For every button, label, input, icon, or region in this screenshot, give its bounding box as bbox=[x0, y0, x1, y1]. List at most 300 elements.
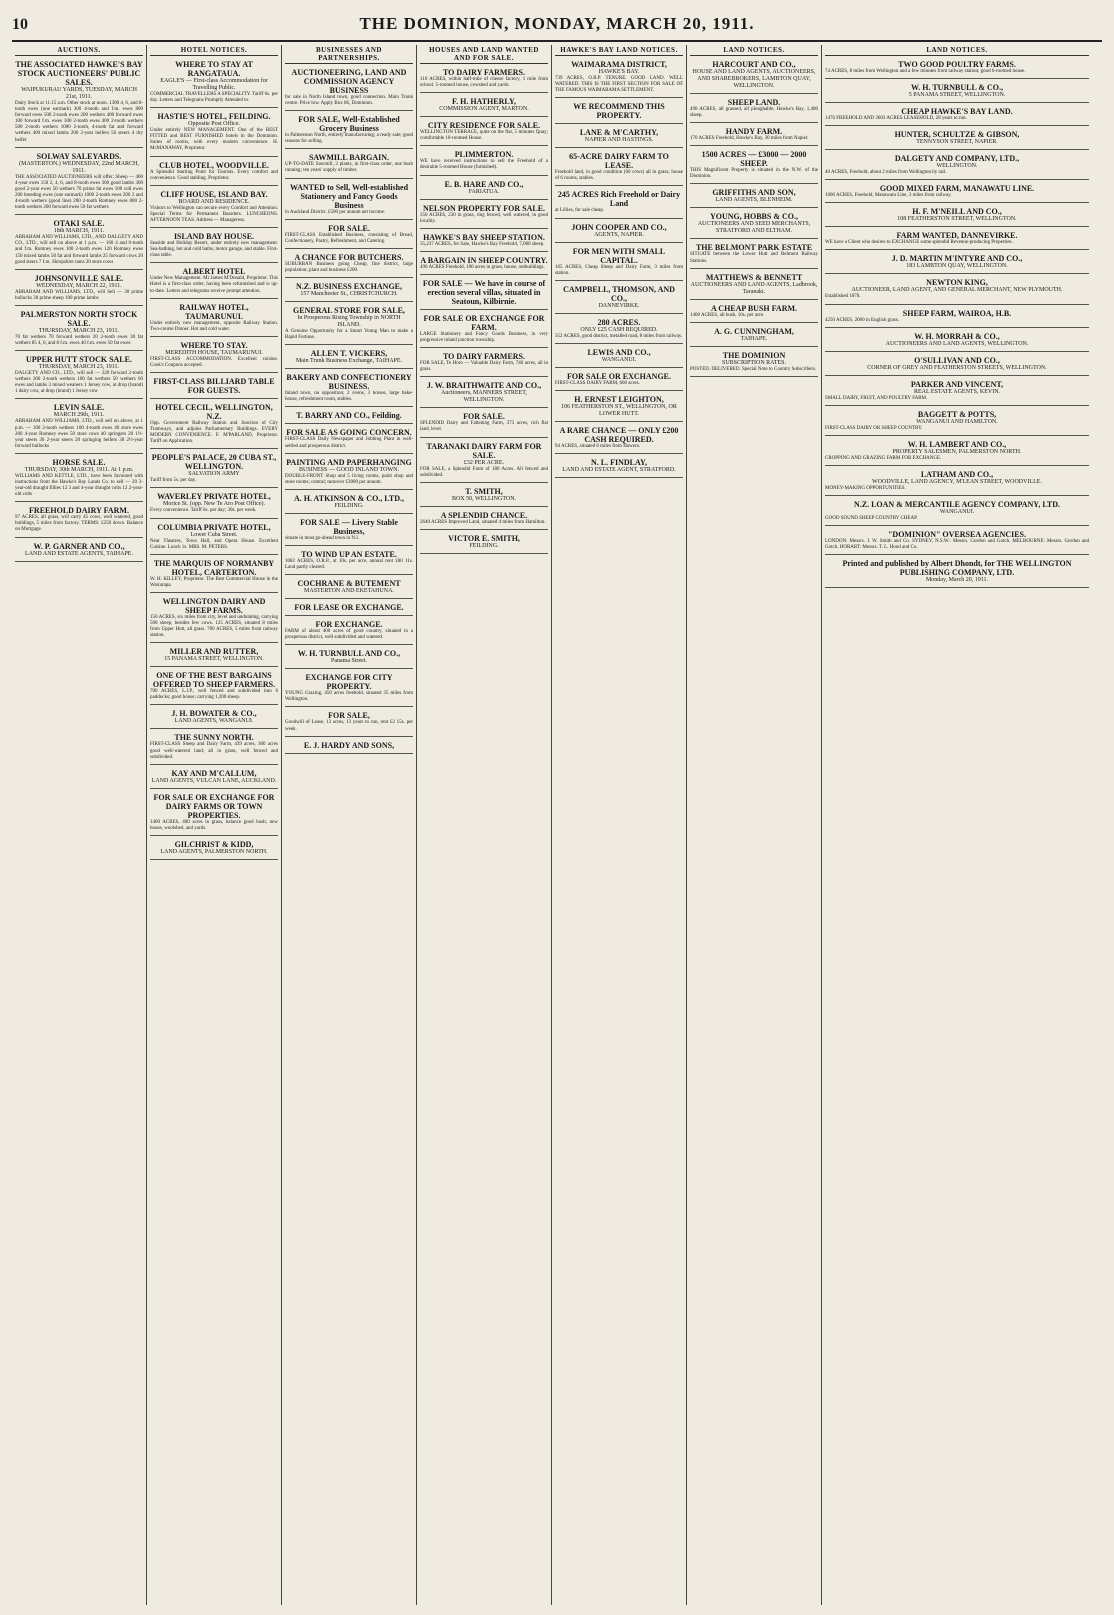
ad-heading: J. W. BRAITHWAITE AND CO., bbox=[426, 381, 542, 391]
ad-heading: JOHN COOPER AND CO., bbox=[571, 222, 667, 232]
ad-subheading: 15 PANAMA STREET, WELLINGTON. bbox=[164, 656, 264, 663]
ad-heading: TO DAIRY FARMERS. bbox=[442, 68, 526, 77]
ad-heading: LEVIN SALE. bbox=[53, 403, 105, 413]
advertisement bbox=[690, 302, 818, 323]
ad-body: Under entirely NEW MANAGEMENT. One of the BEST FITTED and BEST FURNISHED hotels in the Dominion. Suites of rooms, with every modern convenience. H. McMANAWAY, Proprietor. bbox=[150, 128, 278, 152]
advertisement bbox=[285, 516, 413, 546]
ad-body: 170 ACRES Freehold, Hawke's Bay, 30 miles from Napier. bbox=[690, 136, 809, 142]
ad-body: WILLIAMS AND KETTLE, LTD., have been favoured with instructions from the Hawke's Bay Lands Co. to sell — 20 3-year-old draught fillies 12 3 and 4-year draught colts 12 2-year-old colts bbox=[15, 473, 143, 498]
ad-heading: WHERE TO STAY AT RANGATAUA. bbox=[175, 60, 253, 78]
advertisement bbox=[285, 601, 413, 616]
advertisement bbox=[420, 410, 548, 437]
ad-body: ABRAHAM AND WILLIAMS, LTD., AND DALGETY AND CO., LTD., will sell on above at 1 p.m. — 160 4 and 6-tooth and f.m. Romney ewes 100 2-tooth ewes 120 Romney ewes 150 mixed lambs 50 fat and forward lambs 25 forward cows 20 good steers 7 f.m. Shropshire rams 20 store cows bbox=[15, 235, 143, 265]
ad-body: 1476 FREEHOLD AND 3603 ACRES LEASEHOLD, 28 years to run. bbox=[825, 116, 967, 122]
advertisement bbox=[825, 182, 1089, 203]
ad-body: Every convenience. Tariff 6s. per day; 30s. per week. bbox=[150, 508, 257, 514]
ad-body: 97 ACRES, all grass, will carry 45 cows, well watered, good buildings, 5 miles from factory. TERMS: £250 down. Balance on Mortgage. bbox=[15, 515, 143, 533]
ad-body: in Palmerston North, entirely manufacturing; a ready sale; good reasons for selling. bbox=[285, 133, 413, 145]
ad-body: 165 ACRES, Cheap Sheep and Dairy Farm, 3 miles from station. bbox=[555, 264, 683, 276]
advertisement bbox=[420, 254, 548, 275]
ad-body: 1400 ACRES, 400 acres in grass, balance good bush; new house, woolshed, and yards. bbox=[150, 819, 278, 831]
ad-heading: T. BARRY AND CO., Feilding. bbox=[296, 411, 402, 421]
ad-subheading: LAND AGENTS, PALMERSTON NORTH. bbox=[160, 848, 268, 855]
ad-subheading: Monday, March 20, 1911. bbox=[925, 577, 989, 584]
ad-heading: KAY AND M'CALLUM, bbox=[171, 768, 257, 778]
ad-body: COMMERCIAL TRAVELLERS A SPECIALITY. Tariff 6s. per day. Letters and Telegrams Promptly Attended to. bbox=[150, 92, 278, 104]
ad-body: WE have received instructions to sell the Freehold of a desirable 5-roomed House (furnished). bbox=[420, 159, 548, 171]
ad-heading: O'SULLIVAN AND CO., bbox=[914, 355, 1000, 365]
column-auctions bbox=[12, 45, 147, 1605]
ad-body: 1400 ACRES, all bush, 10s. per acre. bbox=[690, 312, 765, 318]
ad-body: UP-TO-DATE Sawmill, 2 plants, in first-class order, one bush running; ten years' supply of timber. bbox=[285, 162, 413, 174]
ad-heading: H. F. M'NEILL AND CO., bbox=[912, 207, 1002, 217]
advertisement bbox=[150, 375, 278, 399]
ad-subheading: MEREDITH HOUSE, TAUMARUNUI. bbox=[165, 349, 263, 356]
ad-subheading: ONLY £25 CASH REQUIRED. bbox=[580, 326, 658, 333]
ad-heading: WHERE TO STAY. bbox=[180, 340, 248, 350]
ad-body: FIRST-CLASS Daily Newspaper and Jobbing Plant in well-settled and prosperous district. bbox=[285, 437, 413, 449]
page-number: 10 bbox=[12, 16, 28, 33]
advertisement bbox=[555, 188, 683, 218]
ad-subheading: Lower Cuba Street. bbox=[190, 531, 238, 538]
ad-body: Inland town, no opposition; 2 ovens, 3 horses, large bake-house, refreshment room, stables. bbox=[285, 391, 413, 403]
ad-heading: FOR SALE, bbox=[328, 711, 370, 721]
ad-subheading: MASTERTON AND EKETAHUNA. bbox=[304, 588, 394, 595]
ad-heading: CAMPBELL, THOMSON, AND CO., bbox=[563, 284, 675, 303]
ad-heading: A BARGAIN IN SHEEP COUNTRY. bbox=[420, 255, 548, 265]
ad-subheading: AUCTIONEER, LAND AGENT, AND GENERAL MERCHANT, NEW PLYMOUTH. bbox=[851, 287, 1063, 294]
ad-subheading: SUBSCRIPTION RATES. bbox=[721, 359, 786, 366]
advertisement bbox=[285, 251, 413, 278]
ad-subheading: COMMISSION AGENT, MARTON. bbox=[439, 106, 529, 113]
advertisement bbox=[285, 577, 413, 599]
column-header: AUCTIONS. bbox=[15, 45, 143, 56]
advertisement bbox=[420, 532, 548, 554]
ad-heading: FOR SALE — We have in course of erection several villas, situated in Seatoun, Kilbirnie. bbox=[422, 278, 546, 306]
ad-body: POSTED. DELIVERED. Special Note to Country Subscribers. bbox=[690, 366, 817, 372]
advertisement bbox=[285, 671, 413, 707]
advertisement bbox=[825, 205, 1089, 227]
advertisement bbox=[420, 440, 548, 483]
ad-heading: SHEEP FARM, WAIROA, H.B. bbox=[902, 308, 1012, 318]
ad-heading: WANTED to Sell, Well-established Stationery and Fancy Goods Business bbox=[289, 182, 409, 210]
ad-subheading: NAPIER AND HASTINGS. bbox=[584, 137, 654, 144]
advertisement bbox=[555, 221, 683, 243]
advertisement bbox=[420, 350, 548, 377]
ad-heading: THE MARQUIS OF NORMANBY HOTEL, CARTERTON. bbox=[153, 558, 275, 577]
advertisement bbox=[420, 95, 548, 117]
ad-heading: FOR SALE, Well-Established Grocery Business bbox=[298, 115, 400, 134]
advertisement bbox=[555, 58, 683, 98]
ad-subheading: AUCTIONEERS AND LAND AGENTS, WELLINGTON. bbox=[885, 340, 1029, 347]
ad-heading: E. B. HARE AND CO., bbox=[444, 179, 524, 189]
advertisement bbox=[150, 339, 278, 373]
ad-heading: FIRST-CLASS BILLIARD TABLE FOR GUESTS. bbox=[153, 376, 275, 395]
ad-subheading: FEILDING. bbox=[469, 542, 499, 549]
advertisement bbox=[555, 150, 683, 186]
ad-subheading: 106 FEATHERSTON ST., WELLINGTON, OR LOWER HUTT. bbox=[561, 403, 677, 417]
advertisement bbox=[420, 202, 548, 229]
ad-heading: FOR SALE. bbox=[463, 412, 505, 422]
ad-heading: W. P. GARNER AND CO., bbox=[33, 541, 125, 551]
ad-body: SUBURBAN Business going Cheap, fine district, large population; plant and business £200. bbox=[285, 261, 413, 273]
ad-heading: TWO GOOD POULTRY FARMS. bbox=[898, 60, 1016, 69]
ad-heading: THE ASSOCIATED HAWKE'S BAY STOCK AUCTIONEERS' PUBLIC SALES. bbox=[15, 60, 143, 87]
ad-heading: HOTEL CECIL, WELLINGTON, N.Z. bbox=[155, 402, 273, 421]
ad-heading: GENERAL STORE FOR SALE, bbox=[293, 306, 405, 316]
ad-body: 74 ACRES, 8 miles from Wellington and a few minutes from railway station; good 6-roomed house. bbox=[825, 69, 1026, 74]
ad-body: 110 ACRES, within half-mile of cheese factory, 1 mile from school. 5-roomed house, cowshed and yards. bbox=[420, 77, 548, 89]
advertisement bbox=[690, 186, 818, 208]
ad-heading: BAKERY AND CONFECTIONERY BUSINESS. bbox=[286, 373, 412, 392]
ad-heading: SOLWAY SALEYARDS. bbox=[36, 151, 122, 161]
ad-body: FIRST-CLASS DAIRY OR SHEEP COUNTRY. bbox=[825, 425, 923, 431]
ad-heading: A SPLENDID CHANCE. bbox=[440, 510, 528, 520]
ad-subheading: AUCTIONEERS AND LAND AGENTS, Ladbrook, Taranaki. bbox=[690, 281, 818, 295]
ad-body: 2640 ACRES Improved Land, situated 4 miles from Hamilton. bbox=[420, 519, 546, 525]
advertisement bbox=[150, 451, 278, 488]
advertisement bbox=[555, 100, 683, 124]
column-land-notices-1 bbox=[687, 45, 822, 1605]
ad-body: Visitors to Wellington can secure every Comfort and Attention. Special Terms for Permanent Boarders. LUNCHEONS. AFTERNOON TEAS. Address — Manageress. bbox=[150, 205, 278, 223]
advertisement bbox=[555, 370, 683, 391]
ad-subheading: HAWKE'S BAY. bbox=[598, 69, 640, 75]
ad-heading: A. H. ATKINSON & CO., LTD., bbox=[293, 493, 405, 503]
advertisement bbox=[285, 304, 413, 345]
ad-heading: A. G. CUNNINGHAM, bbox=[714, 326, 794, 336]
ad-body: 1082 ACRES, O.R.P., at 10s. per acre, annual rent £80 11s. Land partly cleared. bbox=[285, 558, 413, 570]
advertisement bbox=[15, 58, 143, 148]
ad-heading: HORSE SALE. bbox=[52, 457, 106, 467]
advertisement bbox=[285, 222, 413, 249]
column-land-notices-2 bbox=[822, 45, 1092, 1605]
ad-heading: PALMERSTON NORTH STOCK SALE. bbox=[20, 309, 138, 328]
ad-body: ABRAHAM AND WILLIAMS, LTD., will sell on above, at 1 p.m. — 100 2-tooth wethers 100 4-tooth ewes 40 store ewes 200 4-year Romney ewes 50 store cows 40 springers 20 1½-year steers 30 2-year steers 20 springing heifers 30 2½-year forward bullocks bbox=[15, 419, 143, 449]
advertisement bbox=[555, 456, 683, 478]
ad-heading: ISLAND BAY HOUSE. bbox=[173, 232, 255, 242]
ad-subheading: THURSDAY, MARCH 23, 1911. bbox=[38, 327, 120, 334]
ad-heading: W. H. MORRAH & CO., bbox=[914, 331, 1000, 341]
ad-subheading: WANGANUI. bbox=[601, 356, 637, 363]
ad-body: 150 ACRES, six miles from city, level and undulating, carrying 500 sheep, besides few cows. 125 ACRES, situated 8 miles from Upper Hutt, all grass. 700 ACRES, 5 miles from railway station. bbox=[150, 614, 278, 639]
ad-subheading: TENNYSON STREET, NAPIER. bbox=[916, 139, 998, 146]
ad-body: Opp. Government Railway Station and Junction of City Tramways, and adjoins Parliamentary Buildings. EVERY MODERN CONVENIENCE. F. M'PARLAND, Proprietor. Tariff on Application. bbox=[150, 420, 278, 445]
ad-body: Dairy Stock at 11.15 a.m. Other stock at noon. 1300 4, 6, and 8-tooth ewes (one earmark) 300 4-tooth and f.m. ewes 800 forward ewes 500 2-tooth ewes 200 wethers 400 forward ewes 100 forward f.m. ewes 300 2-tooth ewes 400 2-tooth wethers 500 2-tooth wethers 1000 2-tooth, 4-tooth fat and forward wethers 400 mixed lambs 200 2-year heifers 50 steers 4 dry heifer bbox=[15, 101, 143, 143]
ad-body: FIRST-CLASS Established Business, consisting of Bread, Confectionery, Pastry, Refreshment, and Catering. bbox=[285, 232, 413, 244]
advertisement bbox=[690, 210, 818, 239]
ad-subheading: BOARD AND RESIDENCE. bbox=[178, 198, 250, 205]
ad-body: WELLINGTON TERRACE, quite on the flat, 5 minutes Quay; comfortable 10-roomed House. bbox=[420, 130, 548, 142]
column-hotel-notices bbox=[147, 45, 282, 1605]
ad-subheading: DANNEVIRKE. bbox=[598, 302, 640, 309]
ad-heading: PLIMMERTON. bbox=[454, 150, 514, 160]
ad-subheading: In Prosperous Rising Township in NORTH ISLAND. bbox=[297, 315, 401, 329]
ad-heading: FOR MEN WITH SMALL CAPITAL. bbox=[572, 246, 666, 265]
ad-subheading: AUCTIONEERS AND SEED MERCHANTS, STRATFORD AND ELTHAM. bbox=[697, 221, 811, 235]
columns bbox=[12, 45, 1102, 1605]
advertisement bbox=[555, 316, 683, 344]
ad-heading: "DOMINION" OVERSEA AGENCIES. bbox=[887, 530, 1027, 540]
ad-heading: WE RECOMMEND THIS PROPERTY. bbox=[573, 102, 665, 121]
advertisement bbox=[825, 557, 1089, 588]
advertisement bbox=[420, 231, 548, 252]
ad-subheading: Panama Street. bbox=[331, 658, 367, 665]
advertisement bbox=[825, 354, 1089, 376]
ad-subheading: PROPERTY SALESMEN, PALMERSTON NORTH. bbox=[892, 448, 1022, 455]
advertisement bbox=[15, 217, 143, 269]
ad-heading: FREEHOLD DAIRY FARM. bbox=[29, 506, 129, 516]
ad-heading: JOHNSONVILLE SALE. bbox=[34, 273, 124, 283]
ad-body: Tariff from 5s. per day. bbox=[150, 478, 197, 484]
ad-heading: 245 ACRES Rich Freehold or Dairy Land bbox=[557, 190, 681, 209]
ad-body: FOR SALE, Te Horo — Valuable Dairy Farm, 740 acres, all in grass. bbox=[420, 361, 548, 373]
ad-subheading: THURSDAY, MARCH 23, 1911. bbox=[38, 364, 120, 371]
column-hawkes-bay bbox=[552, 45, 687, 1605]
ad-heading: FOR EXCHANGE. bbox=[315, 620, 383, 630]
ad-subheading: SALVATION ARMY bbox=[188, 471, 240, 478]
ad-heading: ALLEN T. VICKERS, bbox=[310, 349, 388, 359]
ad-body: THE ASSOCIATED AUCTIONEERS will offer: Sheep — 400 4-year ewes 150 2, 4, 6, and 8-tooth ewes 300 good lambs 300 good 2-year ewes 50 wethers 70 prime fat ewes 100 cull ewes 200 breeding ewes (one earmark) 1000 2-tooth ewes 200 2 and 4-tooth wethers (good line) 200 2-tooth Romney ewes 800 2-tooth wethers 200 forward ewes 50 fat wethers bbox=[15, 174, 143, 211]
advertisement bbox=[690, 148, 818, 184]
ad-subheading: WANGANUI AND HAMILTON. bbox=[916, 418, 998, 425]
ad-heading: A RARE CHANCE — ONLY £200 CASH REQUIRED. bbox=[559, 425, 679, 444]
ad-subheading: LAND AGENTS, BLENHEIM. bbox=[715, 197, 793, 204]
ad-heading: RAILWAY HOTEL, TAUMARUNUI. bbox=[179, 302, 249, 321]
advertisement bbox=[690, 349, 818, 377]
advertisement bbox=[555, 245, 683, 281]
advertisement bbox=[285, 709, 413, 736]
advertisement bbox=[420, 66, 548, 93]
advertisement bbox=[555, 126, 683, 148]
ad-heading: HANDY FARM. bbox=[725, 127, 783, 137]
advertisement bbox=[150, 791, 278, 836]
ad-heading: TO DAIRY FARMERS. bbox=[442, 352, 526, 362]
advertisement bbox=[150, 490, 278, 518]
advertisement bbox=[690, 58, 818, 94]
advertisement bbox=[285, 618, 413, 645]
ad-body: Seaside and Holiday Resort, under entirely new management. Sea-bathing, hot and cold baths, motor garage, and stable. First-class table. bbox=[150, 241, 278, 259]
ad-body: Freehold land, in good condition (60 cows) all in grass; house of 6 rooms, stables. bbox=[555, 170, 683, 182]
advertisement bbox=[150, 401, 278, 449]
column-header: HAWKE'S BAY LAND NOTICES. bbox=[555, 45, 683, 56]
advertisement bbox=[15, 272, 143, 306]
ad-body: FOR SALE, a Splendid Farm of 180 Acres. All fenced and subdivided. bbox=[420, 466, 548, 478]
advertisement bbox=[825, 81, 1089, 103]
advertisement bbox=[555, 424, 683, 454]
ad-heading: WAIMARAMA DISTRICT, bbox=[571, 60, 667, 69]
ad-heading: 280 ACRES. bbox=[597, 317, 641, 327]
ad-subheading: 183 LAMBTON QUAY, WELLINGTON. bbox=[906, 263, 1008, 270]
column-header: LAND NOTICES. bbox=[825, 45, 1089, 56]
ad-heading: GOOD MIXED FARM, MANAWATU LINE. bbox=[879, 184, 1035, 194]
advertisement bbox=[825, 152, 1089, 180]
ad-body: Established 1870. bbox=[825, 294, 861, 300]
ad-body: A Genuine Opportunity for a Smart Young Man to make a Rapid Fortune. bbox=[285, 329, 413, 341]
ad-subheading: FEILDING. bbox=[334, 502, 364, 509]
advertisement bbox=[150, 159, 278, 186]
ad-heading: THE DOMINION bbox=[722, 350, 786, 360]
ad-subheading: REAL ESTATE AGENTS, KEVIN. bbox=[913, 388, 1001, 395]
advertisement bbox=[825, 528, 1089, 555]
ad-body: SMALL DAIRY, FRUIT, AND POULTRY FARM. bbox=[825, 395, 928, 401]
ad-subheading: Auctioneers, MANNERS STREET, WELLINGTON. bbox=[441, 390, 527, 404]
ad-heading: N.Z. BUSINESS EXCHANGE, bbox=[295, 282, 403, 292]
advertisement bbox=[420, 509, 548, 530]
advertisement bbox=[285, 426, 413, 453]
ad-body: WE have a Client who desires to EXCHANGE some splendid Revenue-producing Properties. bbox=[825, 240, 1013, 246]
ad-body: YOUNG Grazing, 450 acres freehold, situated 35 miles from Wellington. bbox=[285, 691, 413, 703]
ad-body: 94 ACRES, situated 6 miles from Hawera. bbox=[555, 443, 640, 449]
ad-body: FARM of about 400 acres of good country, situated in a prosperous district, well subdivided and watered. bbox=[285, 629, 413, 641]
ad-body: GOOD SOUND SHEEP COUNTRY CHEAP. bbox=[825, 516, 918, 522]
ad-subheading: 108 FEATHERSTON STREET, WELLINGTON. bbox=[897, 216, 1017, 223]
advertisement bbox=[825, 498, 1089, 526]
advertisement bbox=[420, 312, 548, 348]
ad-heading: MILLER AND RUTTER, bbox=[169, 647, 259, 657]
advertisement bbox=[690, 241, 818, 268]
advertisement bbox=[420, 379, 548, 408]
ad-heading: W. H. LAMBERT AND CO., bbox=[907, 439, 1007, 449]
ad-body: 350 ACRES, 230 in grass, ring fenced, well watered, in good locality. bbox=[420, 212, 548, 224]
advertisement bbox=[150, 58, 278, 108]
advertisement bbox=[150, 557, 278, 593]
advertisement bbox=[420, 148, 548, 175]
ad-subheading: WAIPUKURAU YARDS, TUESDAY, MARCH 21st, 1911. bbox=[21, 87, 137, 100]
ad-heading: DALGETY AND COMPANY, LTD., bbox=[894, 154, 1020, 164]
ad-body: FIRST-CLASS ACCOMMODATION. Excellent cuisine. Cook's Coupons accepted. bbox=[150, 356, 278, 368]
ad-body: ABRAHAM AND WILLIAMS, LTD., will Sell — 30 prime bullocks 30 prime sheep 100 prime lambs bbox=[15, 289, 143, 301]
advertisement bbox=[285, 647, 413, 669]
advertisement bbox=[150, 838, 278, 860]
advertisement bbox=[420, 178, 548, 200]
advertisement bbox=[825, 229, 1089, 250]
advertisement bbox=[825, 378, 1089, 406]
advertisement bbox=[420, 277, 548, 310]
ad-body: 490 ACRES, all grassed, all ploughable, Hawke's Bay, 1,400 sheep. bbox=[690, 107, 818, 119]
advertisement bbox=[285, 113, 413, 149]
ad-body: 700 ACRES, L.I.P., well fenced and subdivided into 6 paddocks; good house; carrying 1,200 sheep. bbox=[150, 689, 278, 701]
ad-subheading: LAND AND ESTATE AGENT, STRATFORD. bbox=[562, 467, 676, 474]
ad-subheading: TAIHAPE. bbox=[740, 335, 768, 342]
advertisement bbox=[825, 468, 1089, 496]
advertisement bbox=[555, 346, 683, 368]
advertisement bbox=[150, 707, 278, 729]
ad-body: Under entirely new management, opposite Railway Station. Two-course Dinner. Hot and cold water. bbox=[150, 320, 278, 332]
advertisement bbox=[150, 230, 278, 263]
ad-body: at Lillies, for sale cheap. bbox=[555, 208, 605, 214]
advertisement bbox=[825, 105, 1089, 126]
ad-subheading: (MASTERTON.) WEDNESDAY, 22nd MARCH, 1911. bbox=[19, 160, 139, 174]
ad-heading: MATTHEWS & BENNETT bbox=[705, 272, 803, 282]
ad-heading: UPPER HUTT STOCK SALE. bbox=[26, 355, 132, 365]
ad-subheading: WOODVILLE, LAND AGENCY, M'LEAN STREET, WOODVILLE. bbox=[872, 478, 1042, 485]
ad-body: CROPPING AND GRAZING FARM FOR EXCHANGE. bbox=[825, 455, 942, 461]
newspaper-title: THE DOMINION, MONDAY, MARCH 20, 1911. bbox=[359, 14, 755, 33]
ad-body: THIS Magnificent Property is situated in the N.W. of the Dominion. bbox=[690, 168, 818, 180]
ad-heading: FOR SALE OR EXCHANGE FOR FARM. bbox=[423, 313, 545, 332]
ad-heading: W. H. TURNBULL & CO., bbox=[910, 83, 1004, 93]
ad-body: DALGETY AND CO., LTD., will sell — 320 forward 2-tooth wethers 300 2-tooth wethers 100 fat wethers 50 wethers 60 ewes and lambs 3 mixed weaners 1 Jersey cow, at drop (brand) 1 dairy cow, at drop (brand) 1 Jersey cow bbox=[15, 371, 143, 395]
advertisement bbox=[285, 409, 413, 424]
ad-heading: J. H. BOWATER & CO., bbox=[171, 709, 257, 719]
ad-heading: FOR SALE OR EXCHANGE. bbox=[566, 371, 671, 381]
ad-heading: HASTIE'S HOTEL, FEILDING. bbox=[157, 112, 271, 122]
ad-heading: FOR SALE OR EXCHANGE FOR DAIRY FARMS OR TOWN PROPERTIES. bbox=[153, 792, 275, 820]
advertisement bbox=[15, 540, 143, 562]
ad-heading: FARM WANTED, DANNEVIRKE. bbox=[896, 231, 1018, 241]
advertisement bbox=[150, 645, 278, 667]
ad-heading: 1500 ACRES — £3000 — 2000 SHEEP. bbox=[701, 150, 807, 169]
ad-body: 1000 ACRES, Freehold, Manawatu Line, 3 miles from railway. bbox=[825, 193, 952, 199]
advertisement bbox=[285, 456, 413, 490]
advertisement bbox=[15, 308, 143, 351]
ad-heading: FOR SALE AS GOING CONCERN. bbox=[286, 428, 412, 438]
ad-body: LARGE Stationery and Fancy Goods Business, in very progressive inland junction township. bbox=[420, 331, 548, 344]
ad-heading: PARKER AND VINCENT, bbox=[910, 379, 1004, 389]
advertisement bbox=[15, 504, 143, 537]
advertisement bbox=[150, 521, 278, 555]
ad-heading: Printed and published by Albert Dhondt, for THE WELLINGTON PUBLISHING COMPANY, LTD. bbox=[842, 559, 1072, 578]
ad-subheading: 5 PANAMA STREET, WELLINGTON. bbox=[908, 92, 1006, 99]
advertisement bbox=[555, 283, 683, 314]
ad-heading: LEWIS AND CO., bbox=[587, 347, 651, 357]
ad-body: W. H. KILLEY, Proprietor. The Best Commercial House in the Wairarapa. bbox=[150, 576, 278, 588]
column-header: BUSINESSES AND PARTNERSHIPS. bbox=[285, 45, 413, 64]
ad-subheading: BUSINESS — GOOD INLAND TOWN. bbox=[299, 466, 399, 473]
ad-heading: E. J. HARDY AND SONS, bbox=[303, 740, 395, 750]
ad-heading: ALBERT HOTEL bbox=[182, 267, 246, 277]
column-houses-land bbox=[417, 45, 552, 1605]
advertisement bbox=[690, 125, 818, 146]
ad-body: 35,237 ACRES, for Sale, Hawke's Bay Freehold, 7,000 sheep. bbox=[420, 241, 545, 247]
ad-body: 739 ACRES, O.R.P. TENURE. GOOD LAND. WELL WATERED. THIS IS THE FIRST SECTION FOR SALE OF THE FAMOUS WAIMARAMA SETTLEMENT. bbox=[555, 76, 683, 94]
ad-body: FIRST-CLASS Sheep and Dairy Farm, 439 acres, 300 acres good well-watered land; all in grass, well fenced and subdivided. bbox=[150, 742, 278, 760]
advertisement bbox=[150, 110, 278, 156]
ad-body: 4250 ACRES, 2000 in English grass. bbox=[825, 317, 900, 323]
ad-body: 70 fat wethers 70 forward wethers 20 2-tooth ewes 30 fat wethers 85 4, 6, and 8 f.m. ewes 40 f.m. ewes 50 fat ewes bbox=[15, 334, 143, 346]
advertisement bbox=[285, 280, 413, 302]
ad-heading: BAGGETT & POTTS, bbox=[917, 409, 997, 419]
ad-subheading: Morice St. (opp. New Te Aro Post Office). bbox=[162, 501, 265, 508]
ad-subheading: WANGANUI. bbox=[939, 509, 975, 516]
advertisement bbox=[825, 252, 1089, 274]
advertisement bbox=[825, 276, 1089, 304]
advertisement bbox=[150, 767, 278, 789]
ad-subheading: WEDNESDAY, MARCH 22, 1911. bbox=[36, 282, 122, 289]
ad-subheading: THURSDAY, 30th MARCH, 1911. At 1 p.m. bbox=[24, 466, 134, 473]
ad-heading: F. H. HATHERLY, bbox=[451, 97, 517, 107]
ad-heading: A CHANCE FOR BUTCHERS. bbox=[294, 252, 404, 262]
ad-body: A Splendid Starting Point for Tourists. Every comfort and convenience. Good stabling. Proprietor. bbox=[150, 169, 278, 181]
advertisement bbox=[15, 401, 143, 453]
ad-heading: FOR SALE — Livery Stable Business, bbox=[300, 517, 398, 536]
ad-body: situate in most go-ahead town in N.I. bbox=[285, 535, 360, 541]
ad-heading: HAWKE'S BAY SHEEP STATION. bbox=[423, 232, 545, 242]
column-businesses bbox=[282, 45, 417, 1605]
ad-heading: CITY RESIDENCE FOR SALE. bbox=[427, 121, 541, 131]
ad-subheading: 157 Manchester St., CHRISTCHURCH. bbox=[300, 291, 398, 298]
advertisement bbox=[285, 151, 413, 178]
ad-heading: FOR SALE. bbox=[328, 223, 370, 233]
ad-heading: NELSON PROPERTY FOR SALE. bbox=[422, 203, 546, 213]
advertisement bbox=[285, 66, 413, 111]
ad-heading: SHEEP LAND. bbox=[727, 98, 781, 107]
ad-heading: W. H. TURNBULL AND CO., bbox=[297, 649, 401, 659]
ad-heading: N.Z. LOAN & MERCANTILE AGENCY COMPANY, LTD. bbox=[853, 500, 1061, 510]
ad-subheading: CORNER OF GREY AND FEATHERSTON STREETS, WELLINGTON. bbox=[867, 364, 1047, 371]
ad-subheading: EAGLE'S — First-class Accommodation for Travelling Public. bbox=[160, 78, 268, 91]
ad-heading: LATHAM AND CO., bbox=[920, 469, 994, 479]
